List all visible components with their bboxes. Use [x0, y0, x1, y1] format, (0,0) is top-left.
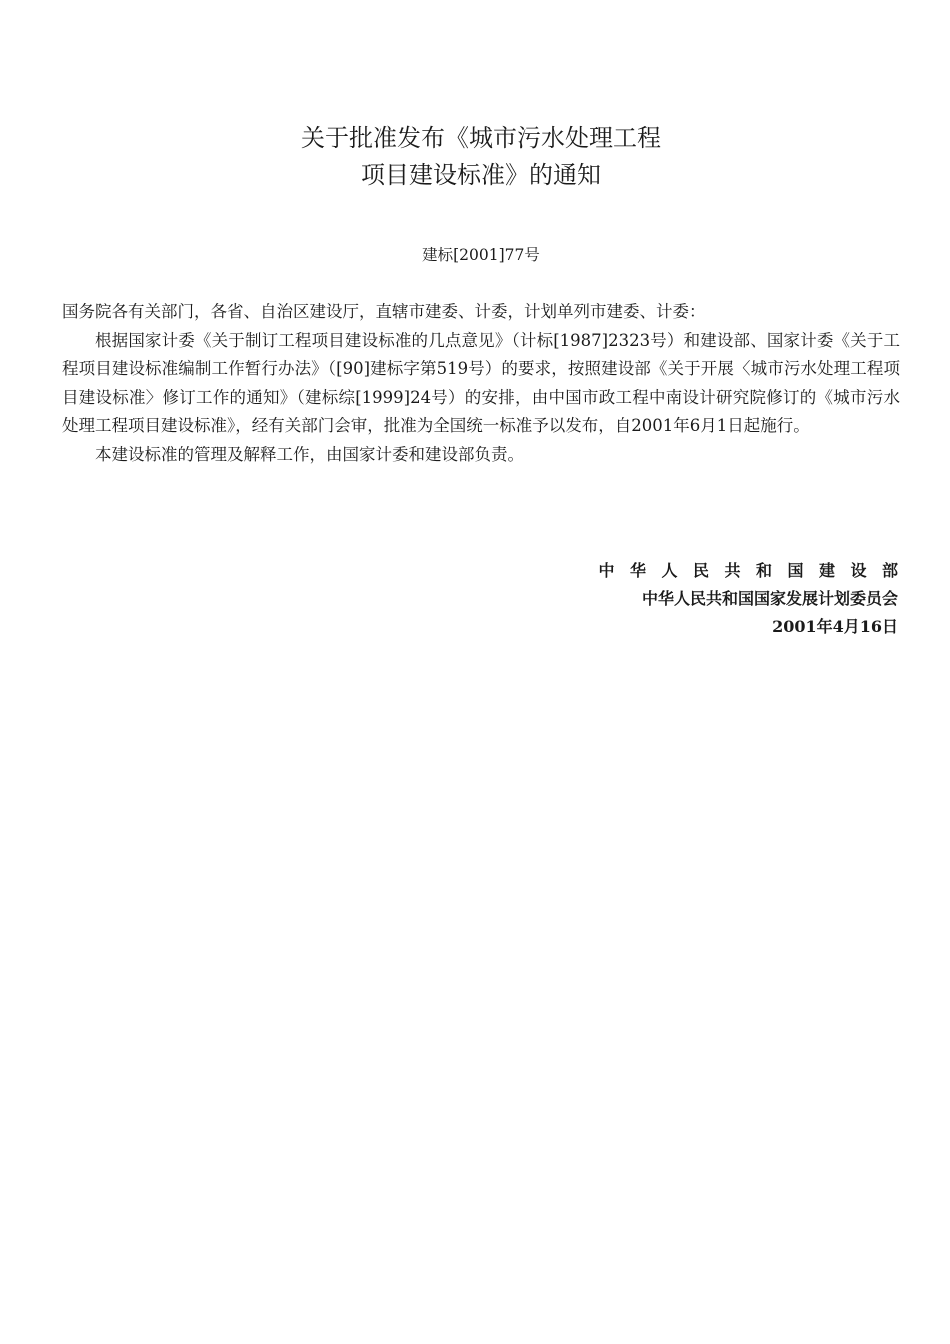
salutation: 国务院各有关部门，各省、自治区建设厅，直辖市建委、计委，计划单列市建委、计委： [62, 302, 706, 321]
signature-block [598, 557, 914, 641]
body-paragraph-2: 本建设标准的管理及解释工作，由国家计委和建设部负责。 [95, 444, 524, 464]
document-number: 建标[2001]77号 [422, 246, 540, 264]
body-paragraph-1: 根据国家计委《关于制订工程项目建设标准的几点意见》（计标[1987]2323号）和建设部、国家计委《关于工程项目建设标准编制工作暂行办法》（[90]建标字第519号）的要求，按照建设部《关于开展〈城市污水处理工程项目建设标准〉修订工作的通知》（建标综[1999]24号）的安排，由中国市政工程中南设计研究院修订的《城市污水处理工程项目建设标准》，经有关部门会审，批准为全国统一标准予以发布，自2001年6月1日起施行。 [62, 330, 900, 436]
document-title-line-1: 关于批准发布《城市污水处理工程 [301, 124, 661, 152]
document-body [62, 298, 900, 470]
signatory-planning-commission: 中华人民共和国国家发展计划委员会 [641, 589, 898, 608]
signatory-ministry-of-construction: 中华人民共和国建设部 [598, 561, 914, 580]
signature-date: 2001年4月16日 [772, 617, 898, 636]
document-title-line-2: 项目建设标准》的通知 [361, 161, 601, 189]
